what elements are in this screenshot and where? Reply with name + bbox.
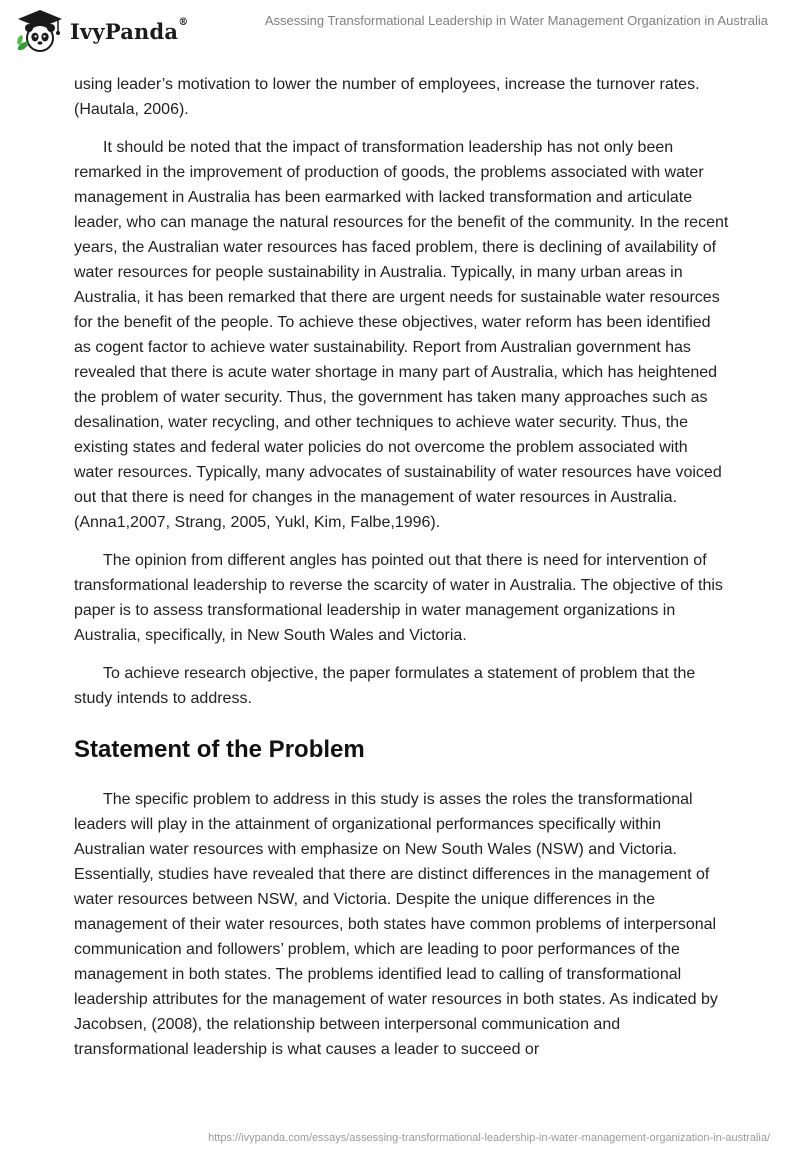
panda-graduation-icon: [14, 8, 66, 54]
paragraph-continued: using leader’s motivation to lower the number of employees, increase the turnover rates. (Hautala, 2006).: [74, 76, 700, 118]
section-heading: Statement of the Problem: [74, 736, 365, 763]
paragraph-transformation-impact: It should be noted that the impact of transformation leadership has not only been remarked in the improvement of production of goods, the problems associated with water management in Australia has been earmarked with lacked transformation and articulate leader, who can manage the natural resources for the benefit of the community. In the recent years, the Australian water resources has faced problem, there is declining of availability of water resources for people sustainability in Australia. Typically, in many urban areas in Australia, it has been remarked that there are urgent needs for sustainable water resources for the benefit of the people. To achieve these objectives, water reform has been identified as cogent factor to achieve water sustainability. Report from Australian government has revealed that there is acute water shortage in many part of Australia, which has heightened the problem of water security. Thus, the government has taken many approaches such as desalination, water recycling, and other techniques to achieve water security. Thus, the existing states and federal water policies do not overcome the problem associated with water resources. Typically, many advocates of sustainability of water resources have voiced out that there is need for changes in the management of water resources in Australia. (Anna1,2007, Strang, 2005, Yukl, Kim, Falbe,1996).: [74, 139, 729, 531]
essay-body: [74, 72, 730, 1075]
ivypanda-logo[interactable]: [14, 8, 188, 54]
page-header: [0, 0, 800, 62]
logo-wordmark: IvyPanda®: [70, 16, 189, 44]
paragraph-specific-problem: The specific problem to address in this study is asses the roles the transformational leaders will play in the attainment of organizational performances specifically within Australian water resources with emphasize on New South Wales (NSW) and Victoria. Essentially, studies have revealed that there are distinct differences in the management of water resources between NSW, and Victoria. Despite the unique differences in the management of their water resources, both states have common problems of interpersonal communication and followers’ problem, which are leading to poor performances of the management in both states. The problems identified lead to calling of transformational leadership attributes for the management of water resources in both states. As indicated by Jacobsen, (2008), the relationship between interpersonal communication and transformational leadership is what causes a leader to succeed or: [74, 791, 718, 1058]
paragraph-paper-objective: The opinion from different angles has pointed out that there is need for intervention of transformational leadership to reverse the scarcity of water in Australia. The objective of this paper is to assess transformational leadership in water management organizations in Australia, specifically, in New South Wales and Victoria.: [74, 552, 723, 644]
source-url[interactable]: https://ivypanda.com/essays/assessing-transformational-leadership-in-water-management-organization-in-australia/: [208, 1132, 770, 1144]
document-title: Assessing Transformational Leadership in Water Management Organization in Australia: [264, 13, 768, 28]
paragraph-research-objective: To achieve research objective, the paper formulates a statement of problem that the study intends to address.: [74, 665, 696, 707]
